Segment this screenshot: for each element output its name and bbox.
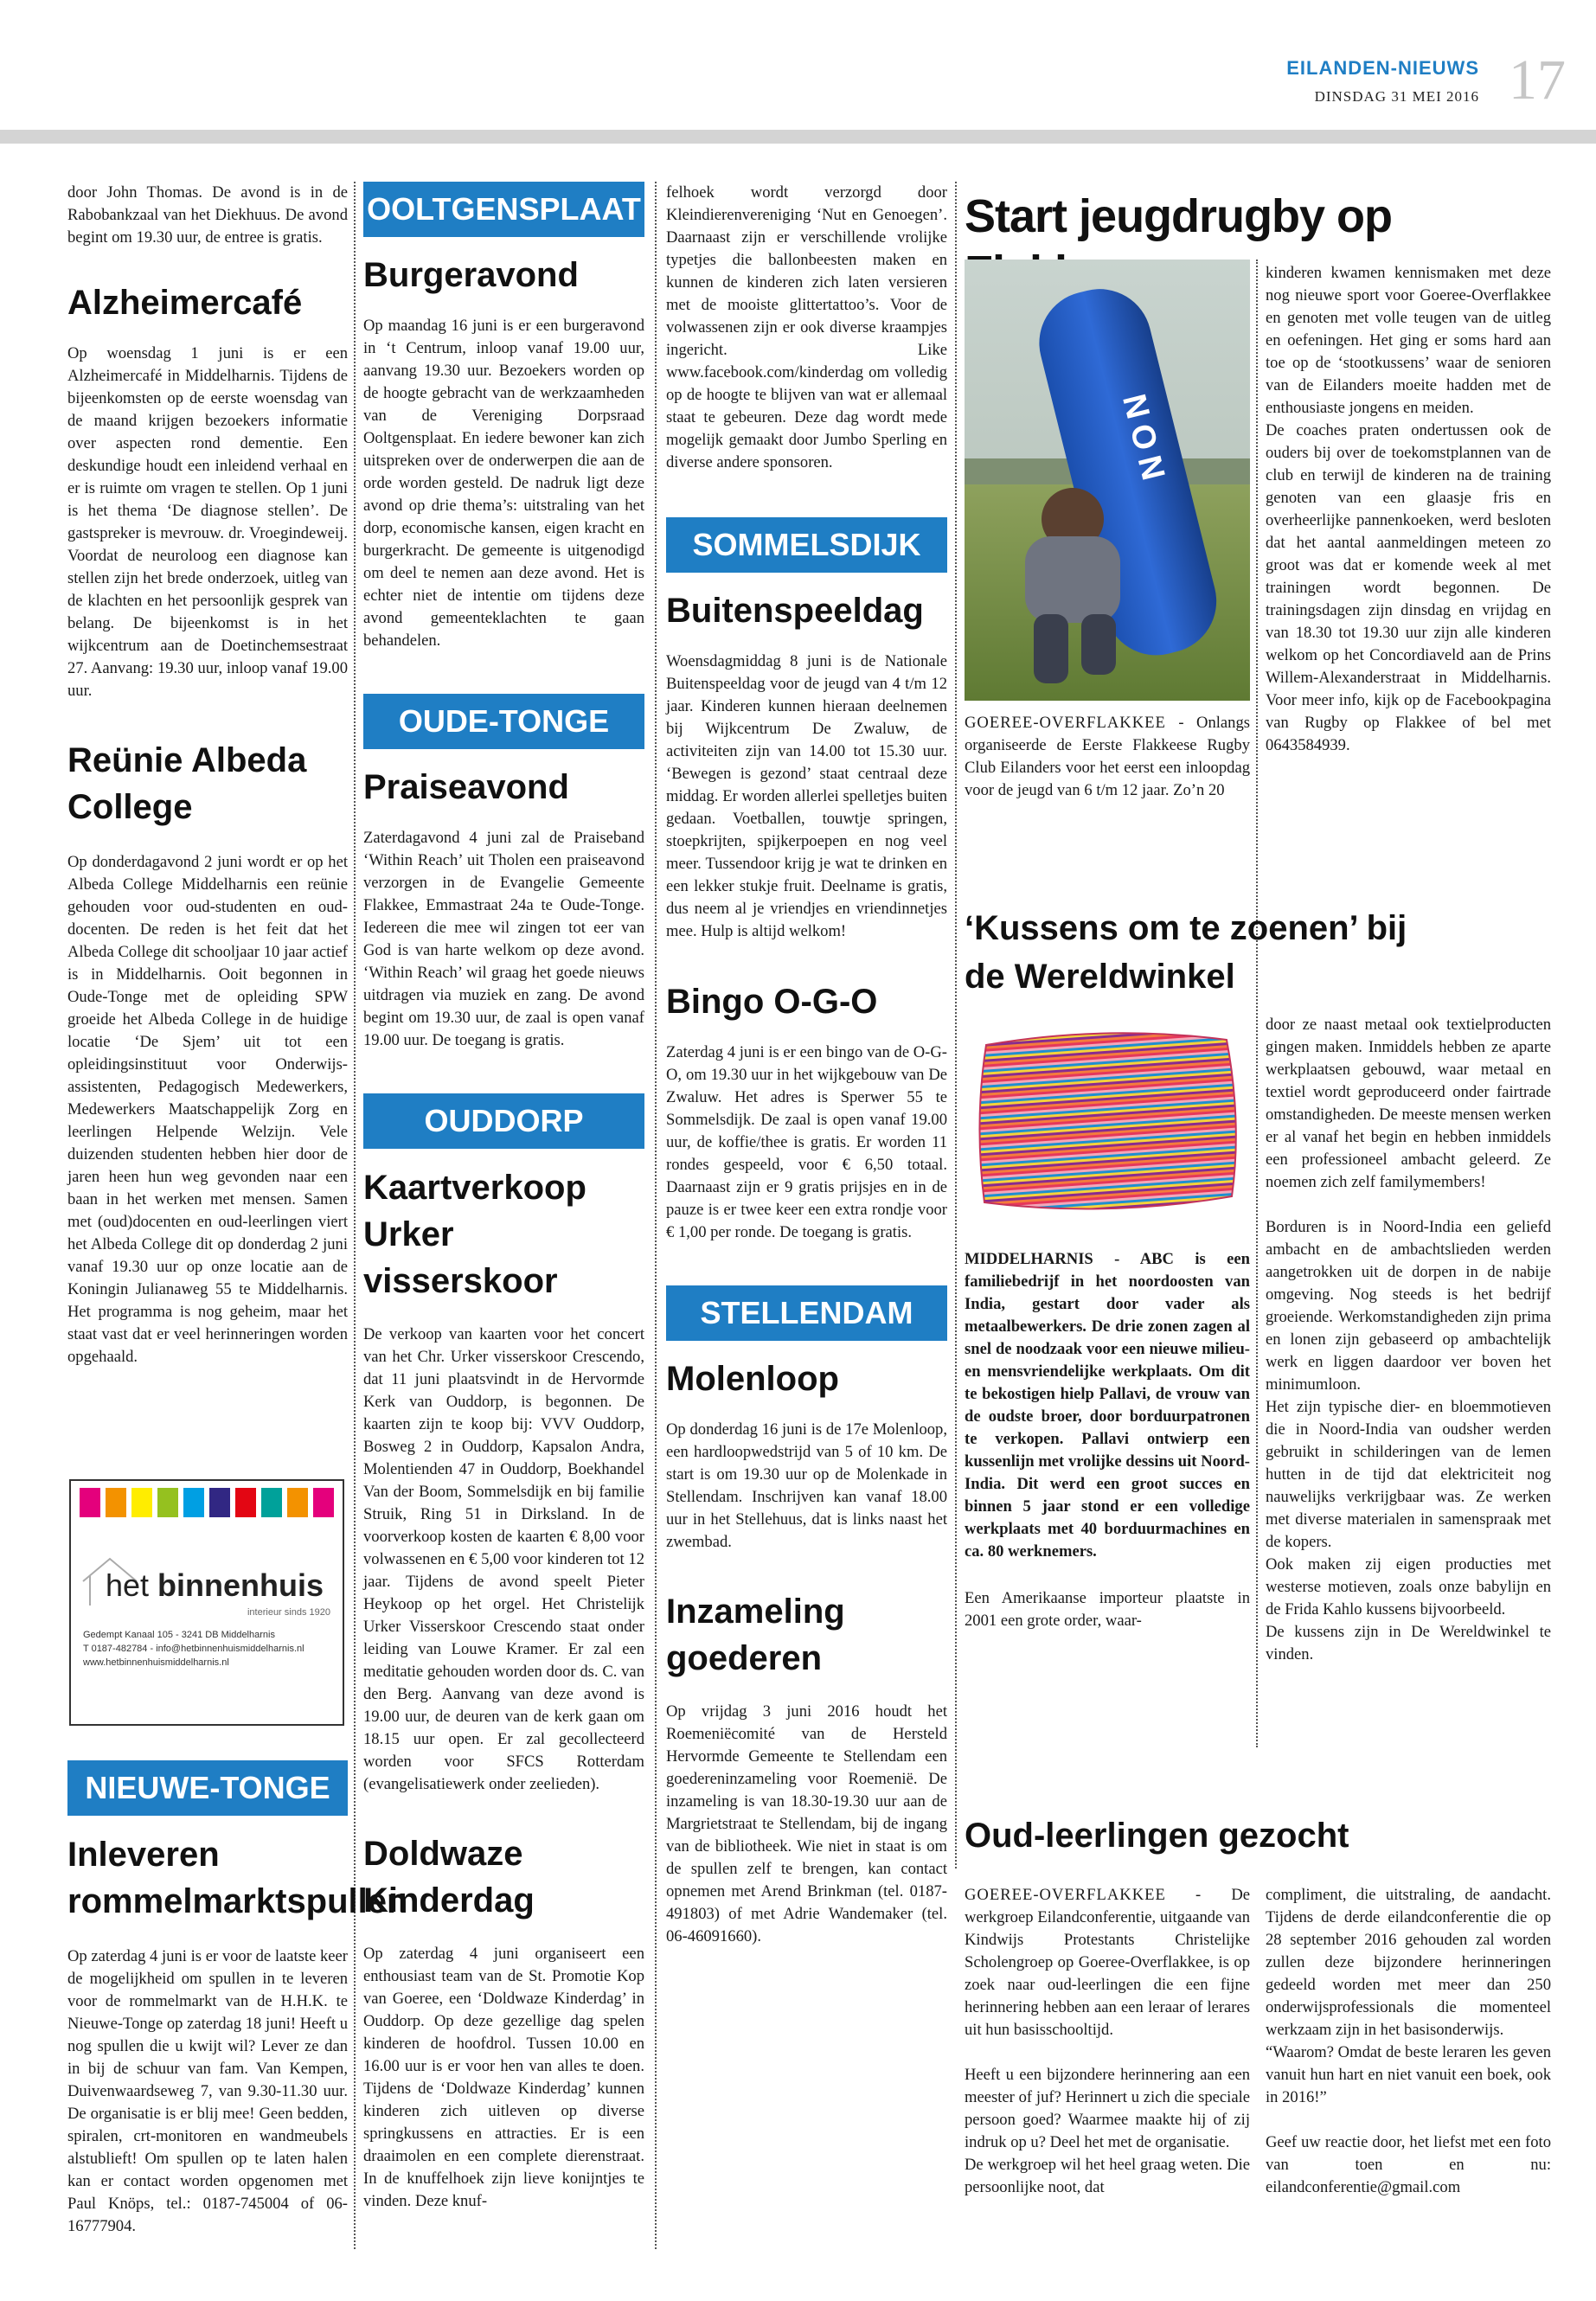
article-oudleerlingen-body2: Heeft u een bijzondere herinnering aan een meester of juf? Herinnert u zich die speciale persoon goed? Waarmee maakte hij of zij indruk op u? Deel het met de organisatie. — [965, 2066, 1250, 2151]
headline-oudleerlingen: Oud-leerlingen gezocht — [965, 1817, 1349, 1855]
article-kussens-right4: Ook maken zij eigen producties met westerse motieven, zoals onze babylijn en de Frida Kahlo kussens bijvoorbeeld. — [1266, 1555, 1551, 1618]
article-kussens-lead: MIDDELHARNIS - ABC is een familiebedrijf in het noordoosten van India, gestart door vader als metaalbewerkers. De drie zonen zagen al snel de noodzaak voor een nieuwe milieu- en mensvriendelijke werkplaats. Om dit te bekostigen hielp Pallavi, de vrouw van de oudste broer, door borduurpatronen te verkopen. Pallavi ontwierp een kussenlijn met vrolijke dessins uit Noord-India. Dit werd een groot succes en binnen 5 jaar stond er een volledige werkplaats met 40 borduurmachines en ca. 80 werknemers. — [965, 1250, 1250, 1561]
article-rugby-body2: De coaches praten ondertussen ook de ouders bij over de toekomstplannen van de club en terwijl de kinderen na de training genoten van een glaasje fris en overheerlijke pannenkoeken, werd besloten dat het aantal aanmeldingen meteen zo groot was dat er komende week al met trainingen wordt begonnen. De trainingsdagen zijn dinsdag en vrijdag en van 18.30 tot 19.30 uur zijn alle kinderen welkom op het Concordiaveld aan de Prins Willem-Alexanderstraat in Middelharnis. Voor meer info, kijk op de Facebookpagina van Rugby op Flakkee of bel met 0643584939. — [1266, 421, 1551, 754]
ad-contact: T 0187-482784 - info@hetbinnenhuismiddelharnis.nl — [83, 1644, 304, 1654]
kussens-right-column — [1266, 1014, 1551, 1666]
article-kussens-right5: De kussens zijn in De Wereldwinkel te vinden. — [1266, 1623, 1551, 1663]
article-molenloop: Op donderdag 16 juni is de 17e Molenloop, een hardloopwedstrijd van 5 of 10 km. De start is om 19.30 uur op de Molenkade in Stellendam. Inschrijven kan vanaf 18.00 uur in het Stellehuus, dat is links naast het zwembad. — [666, 1420, 947, 1551]
headline-doldwaze: Doldwaze Kinderdag — [363, 1835, 535, 1920]
column-1-lower — [67, 1760, 408, 2238]
ad-address-block — [83, 1628, 304, 1670]
column-divider — [354, 182, 356, 2249]
issue-date: DINSDAG 31 MEI 2016 — [1314, 88, 1479, 105]
article-inzameling: Op vrijdag 3 juni 2016 houdt het Roemeniëcomité van de Hersteld Hervormde Gemeente te Stellendam een goedereninzameling voor Roemenië. De inzameling is van 18.30-19.30 uur aan de Margrietstraat te Stellendam, bij de ingang van de bibliotheek. Wie niet in staat is om de spullen zelf te brengen, kan contact opnemen met Arend Brinkman (tel. 0187-491803) of met Adrie Wandemaker (tel. 06-46091660). — [666, 1702, 947, 1945]
column-divider — [955, 182, 957, 1868]
color-bars — [80, 1488, 336, 1517]
article-buitenspeeldag: Woensdagmiddag 8 juni is de Nationale Buitenspeeldag voor de jeugd van 4 t/m 12 jaar. Kinderen kunnen hieraan deelnemen bij Wijkcentrum De Zwaluw, de activiteiten zijn van 14.00 tot 15.30 uur. ‘Bewegen is gezond’ staat centraal deze middag. Er worden allerlei spelletjes buiten gedaan. Voetballen, touwtje springen, stoepkrijten, spijkerpoepen en nog veel meer. Tussendoor krijg je wat te drinken en een lekker stukje fruit. Deelname is gratis, dus neem al je vriendjes en vriendinnetjes mee. Hulp is altijd welkom! — [666, 652, 947, 940]
article-doldwaze-continued: felhoek wordt verzorgd door Kleindierenvereniging ‘Nut en Genoegen’. Daarnaast zijn er verschillende vrolijke typetjes die ballonbeesten maken en kunnen de kinderen zich laten versieren met de mooiste glittertattoo’s. Voor de volwassenen zijn er ook diverse kraampjes ingericht. Like www.facebook.com/kinderdag om volledig op de hoogte te blijven van wat er allemaal staat te gebeuren. Deze dag wordt mede mogelijk gemaakt door Jumbo Sperling en diverse andere sponsoren. — [666, 183, 947, 471]
kicker-oude-tonge: OUDE-TONGE — [363, 694, 644, 749]
kicker-ooltgensplaat: OOLTGENSPLAAT — [363, 182, 644, 237]
headline-buitenspeeldag: Buitenspeeldag — [666, 592, 924, 630]
headline-kussens: ‘Kussens om te zoenen’ bij de Wereldwinkel — [965, 909, 1407, 996]
page-number: 17 — [1509, 48, 1566, 112]
article-rugby-body: kinderen kwamen kennismaken met deze nog nieuwe sport voor Goeree-Overflakkee en genoten met volle teugen van de uitleg en oefeningen. Het ging er soms hard aan toe op de ‘stootkussens’ waar de senioren van de Eilanders moeite hadden met de enthousiaste jongens en meiden. — [1266, 264, 1551, 417]
headline-rommelmarkt: Inleveren rommelmarktspullen — [67, 1836, 408, 1920]
column-divider — [1256, 260, 1258, 1747]
article-kussens-body: Een Amerikaanse importeur plaatste in 2001 een grote order, waar- — [965, 1589, 1250, 1630]
article-kussens-right1: door ze naast metaal ook textielproducten gingen maken. Inmiddels hebben ze aparte werkplaatsen gebouwd, waar metaal en textiel wordt geproduceerd onder fairtrade omstandigheden. De meeste mensen werken er al vanaf het begin en hebben inmiddels een professioneel ambacht geleerd. Ze noemen zich zelf familymembers! — [1266, 1016, 1551, 1191]
kussens-left-column — [965, 1248, 1250, 1632]
rugby-lead-column — [965, 712, 1250, 802]
article-burgeravond: Op maandag 16 juni is er een burgeravond in ‘t Centrum, inloop vanaf 19.00 uur, aanvang 19.30 uur. Bezoekers worden op de hoogte gebracht van de werkzaamheden van de Vereniging Dorpsraad Ooltgensplaat. En iedere bewoner kan zich uitspreken over de onderwerpen die aan de orde worden gesteld. De nadruk ligt deze avond op drie thema’s: uitstraling van het dorp, economische kansen, eigen kracht en burgerkracht. De gemeente is uitgenodigd om deel te nemen aan deze avond. Het is echter niet de intentie om tijdens deze avond gemeenteklachten te gaan behandelen. — [363, 317, 644, 650]
headline-rugby: Start jeugdrugby op — [965, 190, 1392, 242]
headline-kaartverkoop: Kaartverkoop Urker visserskoor — [363, 1169, 586, 1300]
article-oudleerlingen-body1: GOEREE-OVERFLAKKEE - De werkgroep Eilandconferentie, uitgaande van Kindwijs Protestants Christelijke Scholengroep op Goeree-Overflakkee, is op zoek naar oud-leerlingen die een fijne herinnering hebben aan een leraar of lerares uit hun basisschooltijd. — [965, 1886, 1250, 2039]
headline-bingo: Bingo O-G-O — [666, 983, 878, 1021]
masthead — [1125, 48, 1574, 112]
article-bingo: Zaterdag 4 juni is er een bingo van de O-G-O, om 19.30 uur in het wijkgebouw van De Zwaluw. Het adres is Sperwer 55 te Sommelsdijk. De zaal is open vanaf 19.00 uur, de koffie/thee is gratis. Er worden 11 rondes gespeeld, voor € 6,50 totaal. Daarnaast zijn er 9 gratis prijsjes en in de pauze is er twee keer een extra rondje voor € 1,00 per ronde. De toegang is gratis. — [666, 1043, 947, 1241]
binnenhuis-logo: het binnenhuis — [106, 1567, 324, 1603]
article-kussens-right2: Borduren is in Noord-India een geliefd ambacht en de ambachtslieden werden aangetrokken uit de dorpen in de nabije omgeving. Nog steeds is het bedrijf groeiende. Werkomstandigheden zijn prima en lonen zijn gebaseerd op ambachtelijk werk en liggen daardoor ver boven het minimumloon. — [1266, 1218, 1551, 1394]
kicker-ouddorp: OUDDORP — [363, 1093, 644, 1149]
article-kussens-right3: Het zijn typische dier- en bloemmotieven die in Noord-India van oudsher werden gebruikt in schilderingen van de lemen hutten in de tijd dat elektriciteit nog nauwelijks verkrijgbaar was. Ze werken met diverse materialen in samenspraak met de kopers. — [1266, 1398, 1551, 1551]
column-divider — [655, 182, 657, 2249]
rugby-body-column — [1266, 262, 1551, 757]
advertisement-binnenhuis[interactable] — [69, 1479, 344, 1726]
headline-alzheimercafe: Alzheimercafé — [67, 284, 303, 322]
article-oudleerlingen-right1: compliment, die uitstraling, de aandacht. Tijdens de derde eilandconferentie die op 28 september 2016 gehouden zal worden zullen deze bijzondere herinneringen gedeeld worden met meer dan 250 onderwijsprofessionals die momenteel werkzaam zijn in het basisonderwijs. — [1266, 1886, 1551, 2039]
rugby-byline: GOEREE-OVERFLAKKEE — [965, 714, 1166, 732]
article-rommelmarkt: Op zaterdag 4 juni is er voor de laatste keer de mogelijkheid om spullen in te leveren voor de rommelmarkt van de H.H.K. te Nieuwe-Tonge op zaterdag 18 juni! Heeft u nog spullen die u kwijt wil? Lever ze dan in bij de schuur van fam. Van Kempen, Duivenwaardseweg 7, van 9.30-11.30 uur. De organisatie is er blij mee! Geen bedden, spiralen, crt-monitoren en wandmeubels alstublieft! Om spullen op te laten halen kan er contact worden opgenomen met Paul Knöps, tel.: 0187-745004 of 06-16777904. — [67, 1947, 348, 2235]
article-oudleerlingen-body3: De werkgroep wil het heel graag weten. Die persoonlijke noot, dat — [965, 2156, 1250, 2196]
rugby-photo — [965, 260, 1250, 701]
article-oudleerlingen-right3: Geef uw reactie door, het liefst met een foto van toen en nu: eilandconferentie@gmail.com — [1266, 2133, 1551, 2196]
article-reunie: Op donderdagavond 2 juni wordt er op het Albeda College Middelharnis een reünie gehouden voor oud-studenten en oud-docenten. De reden is het feit dat het Albeda College dit schooljaar 10 jaar actief is in Middelharnis. Ooit begonnen in Oude-Tonge met de opleiding SPW groeide het Albeda College in de huidige locatie ‘De Sjem’ uit tot een opleidingsinstituut voor Onderwijs-assistenten, Pedagogisch Medewerkers, Medewerkers Maatschappelijk Zorg en leerlingen Helpende Welzijn. Vele duizenden studenten hebben hier door de jaren heen hun weg gevonden naar een baan in het werken met mensen. Samen met (oud)docenten en oud-leerlingen viert het Albeda College dit op donderdag 2 juni vanaf 19.30 uur op onze locatie aan de Koningin Julianaweg 55 te Middelharnis. Het programma is nog geheim, maar het staat vast dat er veel herinneringen worden opgehaald. — [67, 853, 348, 1366]
kicker-sommelsdijk: SOMMELSDIJK — [666, 517, 947, 573]
article-kaartverkoop: De verkoop van kaarten voor het concert van het Chr. Urker visserskoor Crescendo, dat 11 juni plaatsvindt in de Hervormde Kerk van Ouddorp, is begonnen. De kaarten zijn te koop bij: VVV Ouddorp, Bosweg 2 in Ouddorp, Kapsalon Andra, Molentienden 47 in Ouddorp, Boekhandel Van der Boom, Sommelsdijk en bij familie Struik, Ring 51 in Dirksland. In de voorverkoop kosten de kaarten € 8,00 voor volwassenen en € 5,00 voor kinderen tot 12 jaar. Tijdens de avond speelt Pieter Heykoop op het orgel. Het Christelijk Urker Visserskoor Crescendo staat onder leiding van Louwe Kramer. Er zal een meditatie gehouden worden door ds. C. van den Berg. Aanvang van deze avond is 19.00 uur, de deuren van de kerk gaan om 18.15 uur open. Er zal gecollecteerd worden voor SFCS Rotterdam (evangelisatiewerk onder zeelieden). — [363, 1325, 644, 1793]
newspaper-brand: EILANDEN-NIEUWS — [1286, 57, 1479, 79]
article-praiseavond: Zaterdagavond 4 juni zal de Praiseband ‘Within Reach’ uit Tholen een praiseavond verzorgen in de Evangelie Gemeente Flakkee, Emmastraat 24a te Oude-Tonge. Iedereen die mee wil zingen tot eer van God is van harte welkom op deze avond. ‘Within Reach’ wil graag het goede nieuws uitdragen via muziek en zang. De avond begint om 19.30 uur, de zaal is open vanaf 19.00 uur. De toegang is gratis. — [363, 829, 644, 1049]
kicker-nieuwe-tonge: NIEUWE-TONGE — [67, 1760, 348, 1816]
column-3 — [666, 182, 947, 1948]
header-rule — [0, 130, 1596, 144]
article-oudleerlingen-right2: “Waarom? Omdat de beste leraren les geven vanuit hun hart en niet vanuit een boek, ook in 2016!” — [1266, 2043, 1551, 2106]
cushion-photo — [967, 1019, 1248, 1231]
kicker-stellendam: STELLENDAM — [666, 1285, 947, 1341]
article-rugby-lead: GOEREE-OVERFLAKKEE - Onlangs organiseerde de Eerste Flakkeese Rugby Club Eilanders voor het eerst een inloopdag voor de jeugd van 6 t/m 12 jaar. Zo’n 20 — [965, 714, 1250, 799]
article-alzheimercafe: Op woensdag 1 juni is er een Alzheimercafé in Middelharnis. Tijdens de bijeenkomsten op de eerste woensdag van de maand krijgen bezoekers informatie over aspecten rond dementie. Een deskundige houdt een inleidend verhaal en er is ruimte om vragen te stellen. Op 1 juni is het thema ‘De diagnose stellen’. De gastspreker is mevrouw. dr. Vroegindeweij. Voordat de neuroloog een diagnose kan stellen zijn het brede onderzoek, uitleg van de klachten en het persoonlijk gesprek van belang. De bijeenkomst is in het wijkcentrum aan de Doetinchemsestraat 27. Aanvang: 19.30 uur, inloop vanaf 19.00 uur. — [67, 344, 348, 700]
headline-molenloop: Molenloop — [666, 1360, 839, 1398]
article-continued: door John Thomas. De avond is in de Rabobankzaal van het Diekhuus. De avond begint om 19.30 uur, de entree is gratis. — [67, 183, 348, 247]
ad-website: www.hetbinnenhuismiddelharnis.nl — [83, 1657, 229, 1668]
headline-inzameling: Inzameling goederen — [666, 1593, 845, 1677]
ad-since: interieur sinds 1920 — [247, 1607, 330, 1618]
headline-praiseavond: Praiseavond — [363, 768, 569, 806]
column-2 — [363, 182, 644, 2213]
oudleerlingen-right-column — [1266, 1884, 1551, 2199]
column-1 — [67, 182, 348, 1368]
article-doldwaze: Op zaterdag 4 juni organiseert een enthousiast team van de St. Promotie Kop van Goeree, een ‘Doldwaze Kinderdag’ in Ouddorp. Op deze gezellige dag spelen kinderen de hoofdrol. Tussen 10.00 en 16.00 uur is er voor hen van alles te doen. Tijdens de ‘Doldwaze Kinderdag’ kunnen kinderen zich uitleven op diverse springkussens en attracties. Er is een draaimolen en een complete dierenstraat. In de knuffelhoek zijn lieve konijntjes te vinden. Deze knuf- — [363, 1945, 644, 2210]
tackle-pad-lettering: NON — [1115, 390, 1174, 491]
headline-reunie: Reünie Albeda College — [67, 741, 307, 826]
headline-burgeravond: Burgeravond — [363, 256, 579, 294]
oudleerlingen-left-column — [965, 1884, 1250, 2199]
ad-address: Gedempt Kanaal 105 - 3241 DB Middelharnis — [83, 1630, 275, 1640]
